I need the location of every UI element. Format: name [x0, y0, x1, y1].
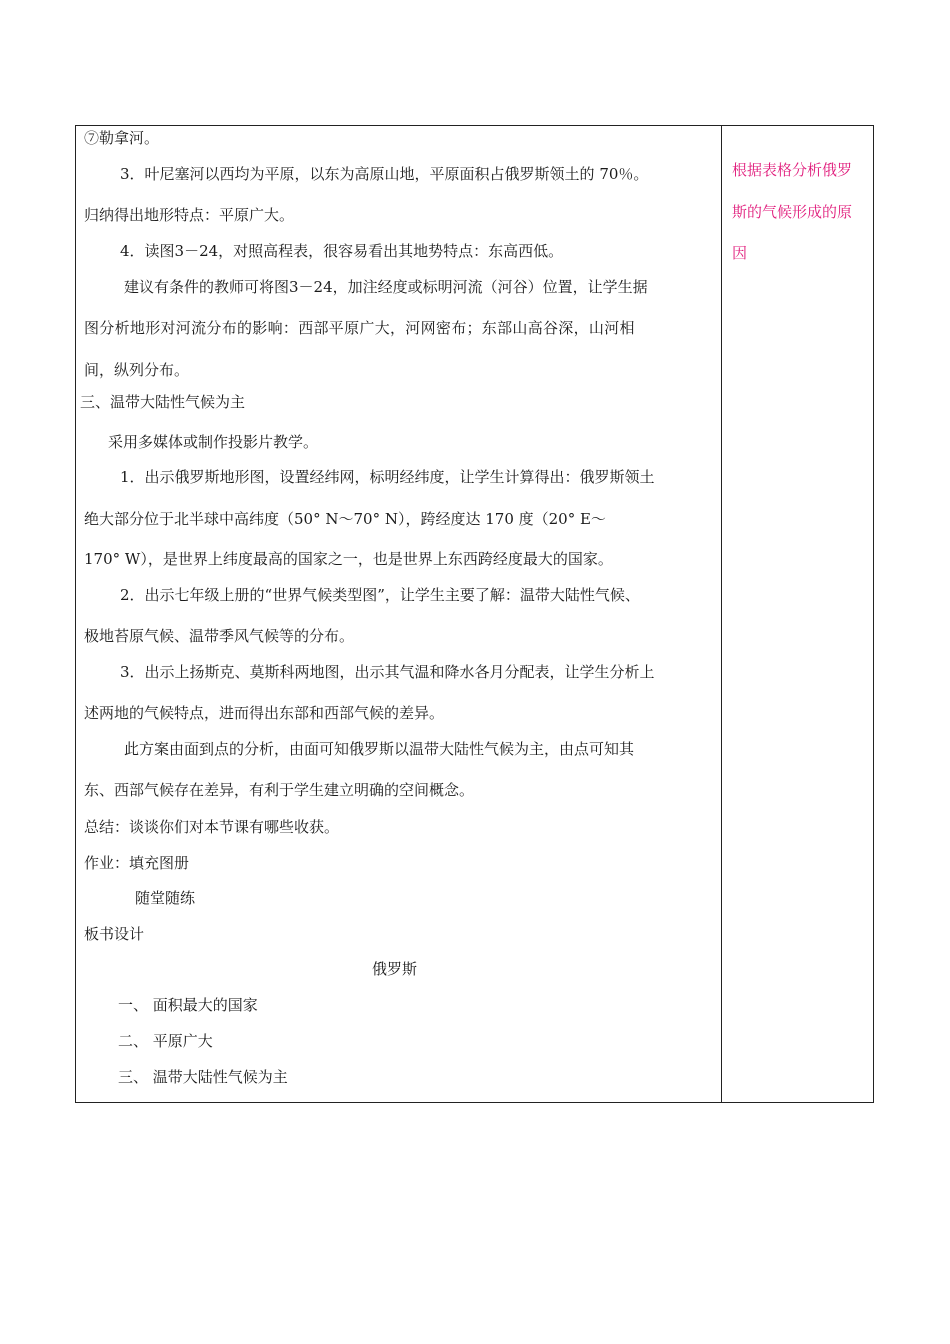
board-item: 二、 平原广大 [118, 1032, 213, 1050]
text-line: 4．读图3－24，对照高程表，很容易看出其地势特点：东高西低。 [120, 242, 564, 260]
section-heading: 三、温带大陆性气候为主 [80, 393, 246, 411]
text-line: 归纳得出地形特点：平原广大。 [84, 206, 295, 224]
board-item: 一、 面积最大的国家 [118, 996, 258, 1014]
lesson-table [75, 125, 874, 1103]
column-divider [721, 125, 722, 1103]
side-note-line: 因 [732, 244, 748, 262]
text-line: 述两地的气候特点，进而得出东部和西部气候的差异。 [84, 704, 445, 722]
board-title: 俄罗斯 [372, 960, 418, 978]
text-line: 3．出示上扬斯克、莫斯科两地图，出示其气温和降水各月分配表，让学生分析上 [120, 663, 655, 681]
text-line: 绝大部分位于北半球中高纬度（50° N～70° N），跨经度达 170 度（20° E～ [84, 510, 606, 528]
homework-line: 作业：填充图册 [84, 854, 190, 872]
text-line: 东、西部气候存在差异，有利于学生建立明确的空间概念。 [84, 781, 475, 799]
text-line: 此方案由面到点的分析，由面可知俄罗斯以温带大陆性气候为主，由点可知其 [124, 740, 635, 758]
text-line: 170° W），是世界上纬度最高的国家之一，也是世界上东西跨经度最大的国家。 [84, 550, 613, 568]
side-note-line: 根据表格分析俄罗 [732, 161, 853, 179]
text-line: 间，纵列分布。 [84, 361, 190, 379]
text-line: ⑦勒拿河。 [84, 129, 160, 147]
summary-line: 总结：谈谈你们对本节课有哪些收获。 [84, 818, 340, 836]
text-line: 采用多媒体或制作投影片教学。 [108, 433, 319, 451]
board-item: 三、 温带大陆性气候为主 [118, 1068, 288, 1086]
side-note-line: 斯的气候形成的原 [732, 203, 853, 221]
board-design-heading: 板书设计 [84, 925, 145, 943]
text-line: 1．出示俄罗斯地形图，设置经纬网，标明经纬度，让学生计算得出：俄罗斯领土 [120, 468, 655, 486]
text-line: 2．出示七年级上册的“世界气候类型图”，让学生主要了解：温带大陆性气候、 [120, 586, 640, 604]
text-line: 建议有条件的教师可将图3－24，加注经度或标明河流（河谷）位置，让学生据 [124, 278, 648, 296]
text-line: 3．叶尼塞河以西均为平原，以东为高原山地，平原面积占俄罗斯领土的 70％。 [120, 165, 649, 183]
text-line: 极地苔原气候、温带季风气候等的分布。 [84, 627, 355, 645]
homework-item: 随堂随练 [135, 889, 196, 907]
text-line: 图分析地形对河流分布的影响：西部平原广大，河网密布；东部山高谷深，山河相 [84, 319, 635, 337]
